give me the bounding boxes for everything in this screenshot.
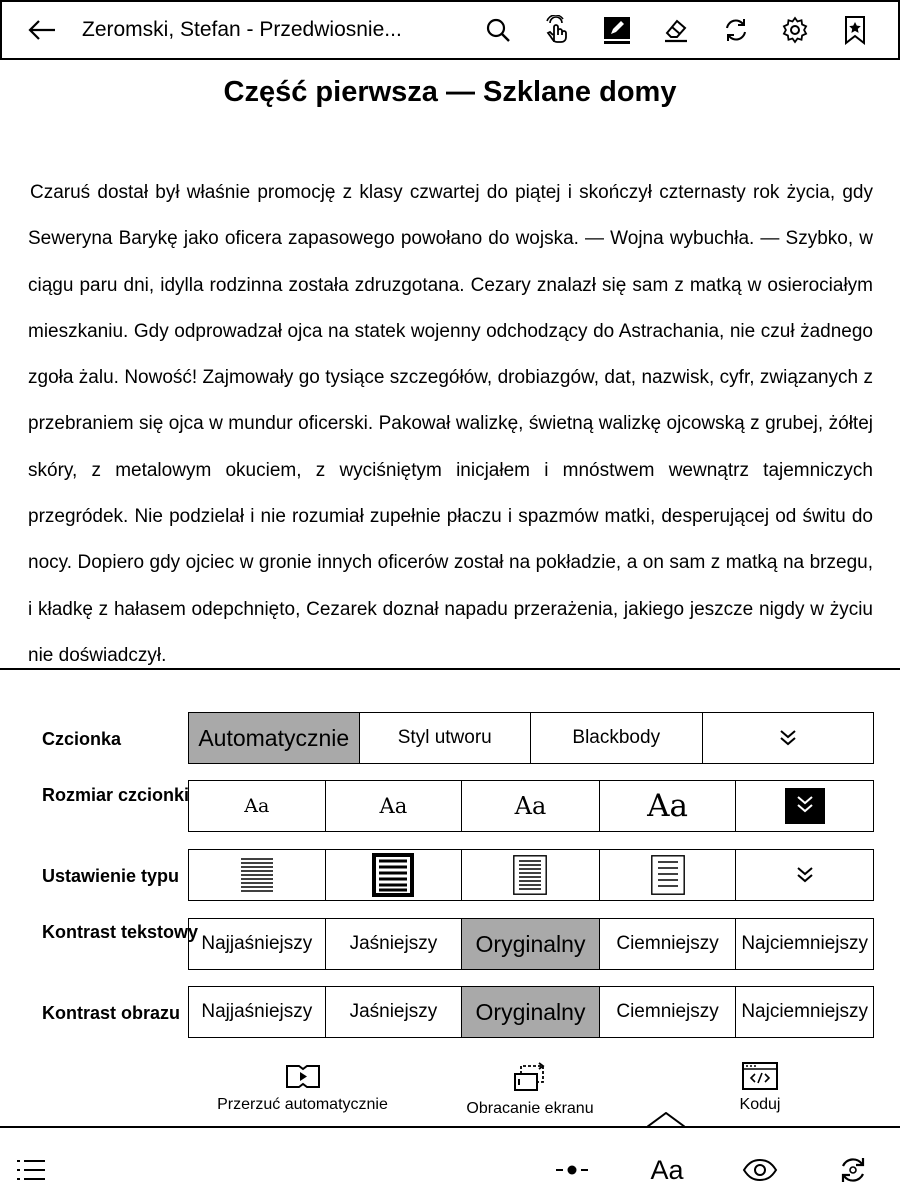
chevron-double-down-icon	[795, 865, 815, 885]
image-contrast-lighter[interactable]: Jaśniejszy	[326, 987, 463, 1037]
image-contrast-darker[interactable]: Ciemniejszy	[600, 987, 737, 1037]
typesetting-option-3[interactable]	[462, 850, 600, 900]
typesetting-label: Ustawienie typu	[42, 866, 180, 886]
chevron-double-down-icon	[785, 788, 825, 824]
encode-label: Koduj	[739, 1096, 781, 1113]
autoflip-button[interactable]	[200, 1062, 405, 1114]
sparse-lines-icon	[651, 855, 685, 895]
toc-icon	[16, 1158, 46, 1182]
typesetting-selector	[188, 849, 874, 901]
encode-button[interactable]	[720, 1062, 800, 1114]
wide-margin-lines-icon	[513, 855, 547, 895]
pen-button[interactable]	[587, 2, 647, 58]
font-more-button[interactable]	[703, 713, 874, 763]
eraser-icon	[661, 15, 691, 45]
autoflip-icon	[285, 1062, 321, 1090]
font-size-option-1[interactable]: Aa	[189, 781, 326, 831]
rotate-screen-button[interactable]	[455, 1062, 605, 1118]
typesetting-option-2[interactable]	[326, 850, 463, 900]
font-size-option-2[interactable]: Aa	[326, 781, 463, 831]
font-option-auto[interactable]: Automatycznie	[189, 713, 360, 763]
bookmark-icon	[843, 15, 867, 45]
search-button[interactable]	[468, 2, 528, 58]
panel-divider	[0, 668, 900, 670]
sync-icon	[722, 16, 750, 44]
font-size-option-3[interactable]: Aa	[462, 781, 600, 831]
rotate-screen-icon	[513, 1062, 547, 1092]
image-contrast-original[interactable]: Oryginalny	[462, 987, 600, 1037]
back-button[interactable]	[2, 2, 82, 58]
refresh-button[interactable]	[830, 1142, 876, 1198]
top-toolbar	[0, 0, 900, 60]
font-option-style[interactable]: Styl utworu	[360, 713, 532, 763]
autoflip-label: Przerzuć automatycznie	[217, 1096, 388, 1113]
progress-slider-icon	[555, 1164, 589, 1176]
text-contrast-selector	[188, 918, 874, 970]
text-contrast-darker[interactable]: Ciemniejszy	[600, 919, 737, 969]
touch-button[interactable]	[528, 2, 588, 58]
reading-text: Czaruś dostał był właśnie promocję z klasy czwartej do piątej i skończył czternasty rok życia, gdy Seweryna Barykę jako oficera zapasowego powołano do wojska. — Wojna wybuchła. — Szybko, w ciągu paru dni, idylla rodzinna została zdruzgotana. Cezary znalazł się sam z matką w osierociałym mieszkaniu. Gdy odprowadzał ojca na statek wojenny odchodzący do Astrachania, nie czuł żadnego zgoła żalu. Nowość! Zajmowały go tysiące szczegółów, drobiazgów, dat, nazwisk, cyfr, związanych z przebraniem się ojca w mundur oficerski. Pakował walizkę, świetną walizkę ojcowską z grubej, żółtej skóry, z metalowym okuciem, z wyciśniętym inicjałem i mnóstwem wewnątrz tajemniczych przegródek. Nie podzielał i nie rozumiał zupełnie płaczu i spazmów matki, desperującej od świtu do nocy. Dopiero gdy ojciec w gronie innych oficerów został na pokładzie, a on sam z matką na brzegu, i kładkę z hałasem odepchnięto, Cezarek doznał napadu przerażenia, jakiego jeszcze nigdy w życiu nie doświadczył.	[28, 182, 873, 666]
settings-button[interactable]	[766, 2, 826, 58]
progress-button[interactable]	[548, 1142, 596, 1198]
font-settings-button[interactable]	[640, 1142, 694, 1198]
chevron-double-down-icon	[778, 728, 798, 748]
text-contrast-lightest[interactable]: Najjaśniejszy	[189, 919, 326, 969]
font-selector	[188, 712, 874, 764]
bookmark-button[interactable]	[825, 2, 885, 58]
chapter-title: Część pierwsza — Szklane domy	[223, 76, 677, 108]
touch-icon	[542, 15, 572, 45]
typesetting-option-4[interactable]	[600, 850, 737, 900]
dense-lines-icon	[240, 856, 274, 894]
toc-button[interactable]	[10, 1142, 52, 1198]
font-size-option-4[interactable]: Aa	[600, 781, 737, 831]
sync-button[interactable]	[706, 2, 766, 58]
font-size-more-button[interactable]	[736, 781, 873, 831]
code-icon	[742, 1062, 778, 1090]
image-contrast-label: Kontrast obrazu	[42, 1003, 181, 1023]
text-contrast-darkest[interactable]: Najciemniejszy	[741, 933, 869, 954]
font-size-selector	[188, 780, 874, 832]
typesetting-option-1[interactable]	[189, 850, 326, 900]
eraser-button[interactable]	[647, 2, 707, 58]
text-contrast-original[interactable]: Oryginalny	[462, 919, 600, 969]
view-button[interactable]	[736, 1142, 784, 1198]
search-icon	[485, 17, 511, 43]
rotate-screen-label: Obracanie ekranu	[466, 1100, 594, 1117]
back-arrow-icon	[27, 19, 57, 41]
font-size-label: Rozmiar czcionki	[42, 785, 190, 805]
font-label: Czcionka	[42, 729, 122, 749]
typesetting-more-button[interactable]	[736, 850, 873, 900]
font-option-blackbody[interactable]: Blackbody	[531, 713, 703, 763]
refresh-icon	[838, 1155, 868, 1185]
font-settings-icon: Aa	[650, 1154, 684, 1185]
normal-lines-icon	[372, 853, 414, 897]
pen-icon	[602, 15, 632, 45]
image-contrast-lightest[interactable]: Najjaśniejszy	[189, 987, 326, 1037]
text-contrast-lighter[interactable]: Jaśniejszy	[326, 919, 463, 969]
image-contrast-selector	[188, 986, 874, 1038]
image-contrast-darkest[interactable]: Najciemniejszy	[741, 1001, 869, 1022]
book-title: Zeromski, Stefan - Przedwiosnie...	[82, 18, 402, 41]
eye-icon	[742, 1158, 778, 1182]
gear-icon	[781, 16, 809, 44]
text-contrast-label: Kontrast tekstowy	[42, 922, 199, 942]
